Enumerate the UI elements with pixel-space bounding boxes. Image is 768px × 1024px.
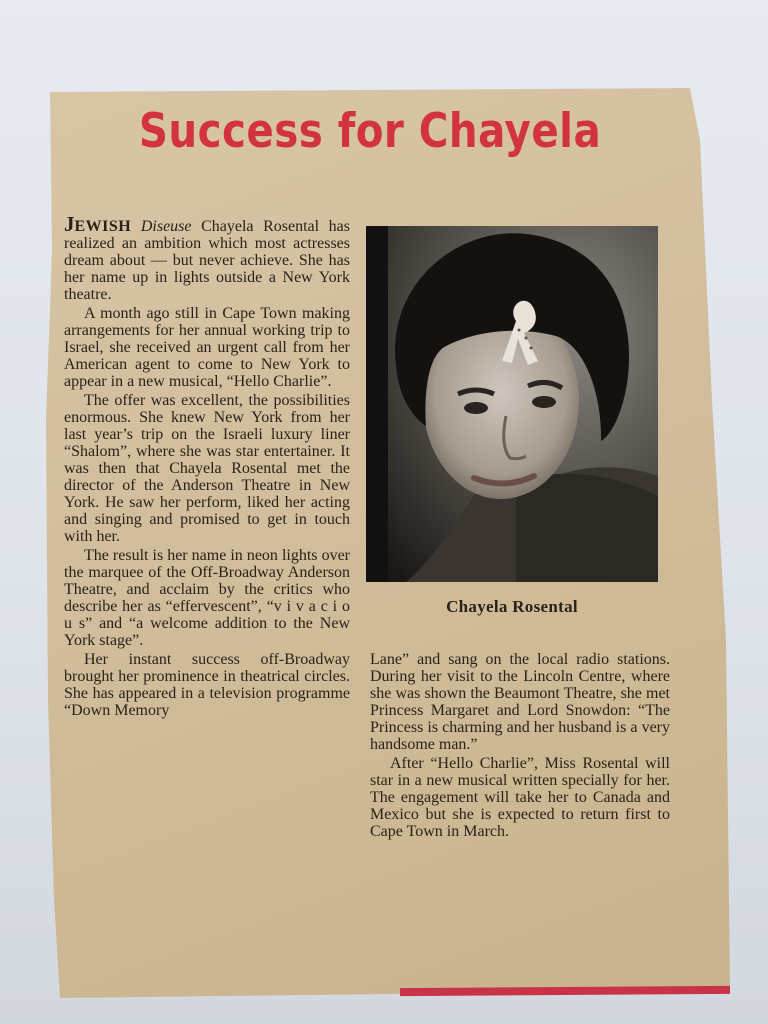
paragraph-6: Lane” and sang on the local radio stations. During her visit to the Lincoln Centre, where she was shown the Beaumont Theatre, she met Princess Margaret and Lord Snowdon: “The Princess is charming and her husband is a very handsome man.” xyxy=(370,651,670,753)
portrait-photo xyxy=(366,226,658,582)
article-column-right xyxy=(370,651,670,842)
paragraph-3: The offer was excellent, the possibilities enormous. She knew New York from her last year’s trip on the Israeli luxury liner “Shalom”, where she was star entertainer. It was then that Chayela Rosental met the director of the Anderson Theatre in New York. He saw her perform, liked her acting and singing and promised to get in touch with her. xyxy=(64,392,350,545)
photo-caption: Chayela Rosental xyxy=(446,597,578,616)
paragraph-4: The result is her name in neon lights over the marquee of the Off-Broadway Anderson Theatre, and acclaim by the critics who describe her as “effervescent”, “v i v a c i o u s” and “a welcome addition to the New York stage”. xyxy=(64,547,350,649)
red-page-edge xyxy=(400,986,730,996)
paragraph-1 xyxy=(64,212,351,303)
paragraph-7: After “Hello Charlie”, Miss Rosental will star in a new musical written specially for her. The engagement will take her to Canada and Mexico but she is expected to return first to Cape Town in March. xyxy=(370,755,670,840)
headline: Success for Chayela xyxy=(138,104,602,159)
paragraph-2: A month ago still in Cape Town making arrangements for her annual working trip to Israel, she received an urgent call from her American agent to come to New York to appear in a new musical, “Hello Charlie”. xyxy=(64,305,350,390)
paragraph-5: Her instant success off-Broadway brought her prominence in theatrical circles. She has appeared in a television programme “Down Memory xyxy=(64,651,350,719)
paragraph-1-text: Chayela Rosental has realized an ambition which most actresses dream about — but never achieve. She has her name up in lights outside a New York theatre. xyxy=(64,218,351,303)
lead-italic: Diseuse xyxy=(140,218,192,235)
portrait-illustration xyxy=(366,226,658,582)
article-column-left xyxy=(64,212,351,721)
dropcap: J xyxy=(64,212,75,236)
lead-word: EWISH xyxy=(74,218,132,235)
